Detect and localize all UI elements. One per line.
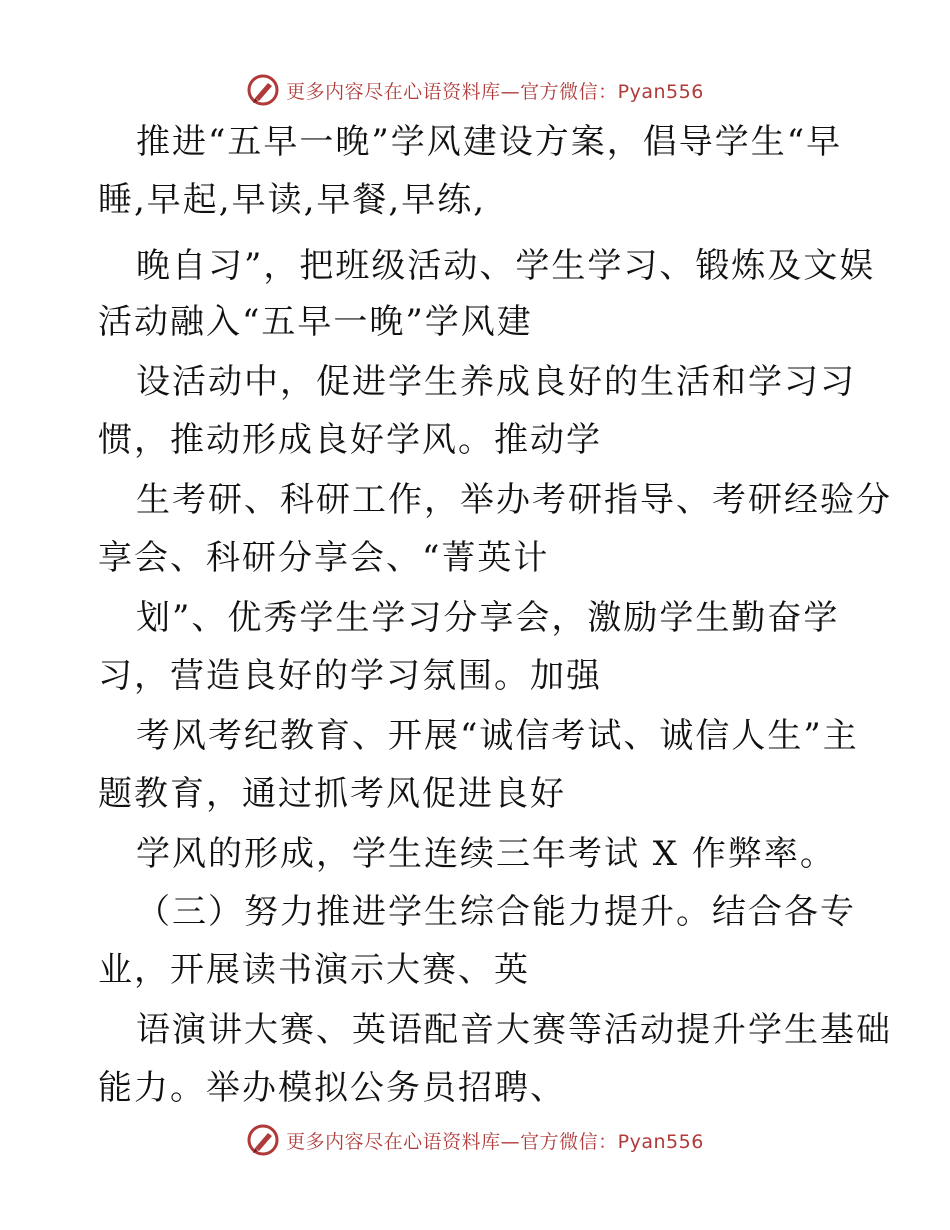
text-line: 考风考纪教育、开展“诚信考试、诚信人生”主 [136,716,859,756]
header-watermark-text: 更多内容尽在心语资料库—官方微信：Pyan556 [286,80,704,103]
text-line: 生考研、科研工作，举办考研指导、考研经验分 [136,480,892,520]
footer-watermark [0,1120,950,1160]
text-line: 活动融入“五早一晚”学风建 [98,302,533,342]
text-line: 习，营造良好的学习氛围。加强 [98,656,602,696]
text-line: 惯，推动形成良好学风。推动学 [98,420,602,460]
text-line: 语演讲大赛、英语配音大赛等活动提升学生基础 [136,1010,892,1050]
pen-logo-icon [246,1123,280,1157]
text-line: 睡,早起,早读,早餐,早练, [98,180,487,220]
text-line: 题教育，通过抓考风促进良好 [98,774,566,814]
header-watermark [0,70,950,110]
text-line: 能力。举办模拟公务员招聘、 [98,1068,566,1108]
text-line: 业，开展读书演示大赛、英 [98,950,530,990]
text-line: 学风的形成，学生连续三年考试 X 作弊率。 [136,834,836,874]
pen-logo-icon [246,73,280,107]
text-line: 划”、优秀学生学习分享会，激励学生勤奋学 [136,598,840,638]
footer-watermark-text: 更多内容尽在心语资料库—官方微信：Pyan556 [286,1130,704,1153]
text-line: 推进“五早一晚”学风建设方案，倡导学生“早 [136,122,843,162]
text-line: 晚自习”，把班级活动、学生学习、锻炼及文娱 [136,246,876,286]
text-line: 设活动中，促进学生养成良好的生活和学习习 [136,362,856,402]
text-line: 享会、科研分享会、“菁英计 [98,538,550,578]
text-line: （三）努力推进学生综合能力提升。结合各专 [136,892,856,932]
